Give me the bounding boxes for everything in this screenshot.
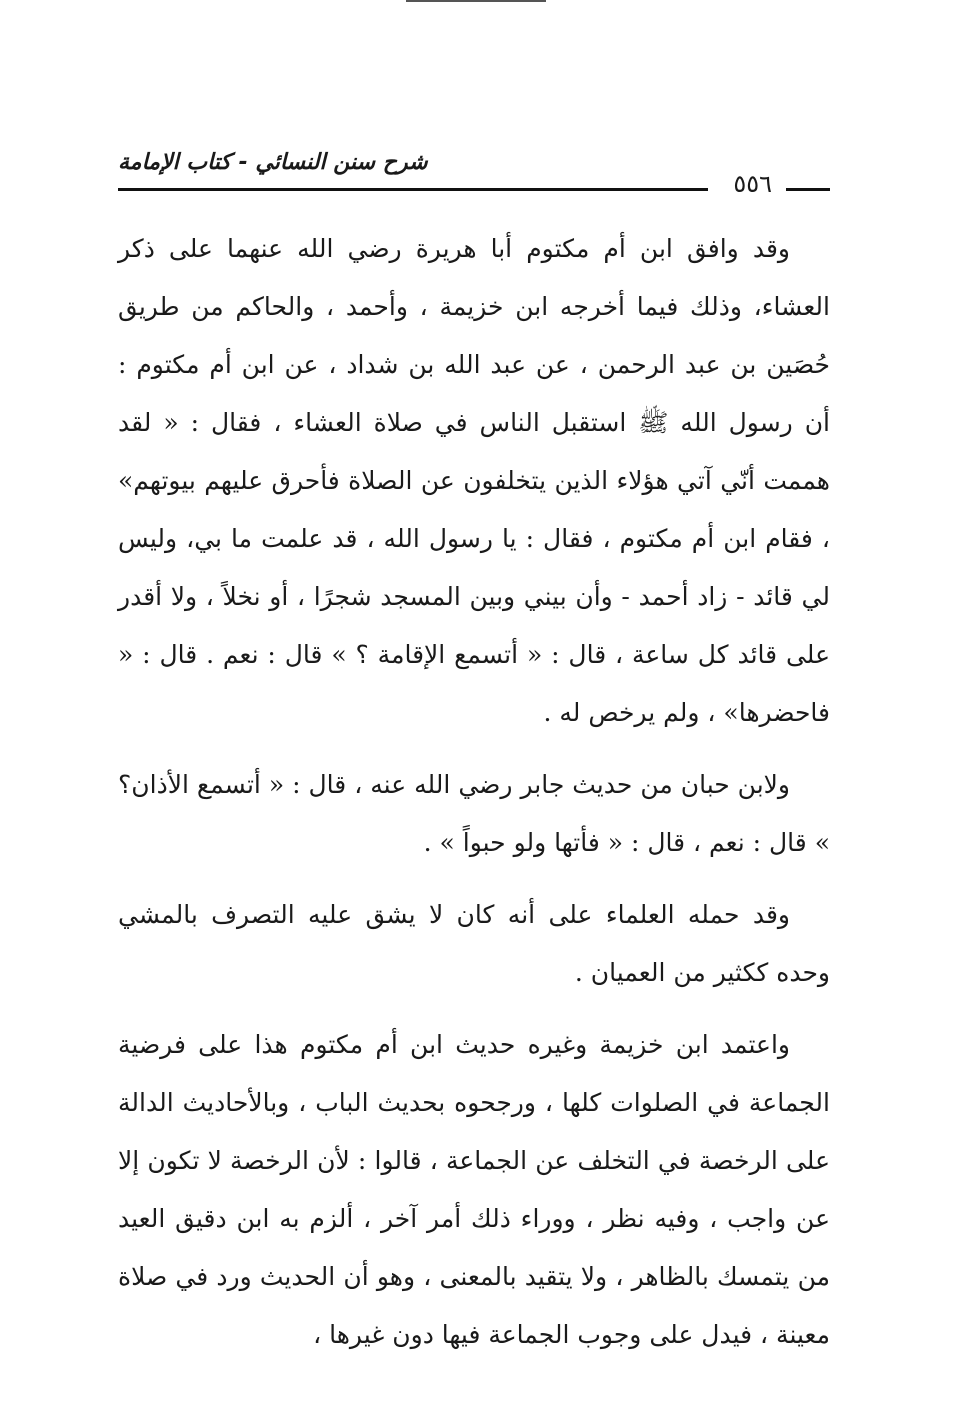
page-number-dash xyxy=(786,188,830,191)
page-header xyxy=(118,150,830,200)
page-number: ٥٥٦ xyxy=(733,170,772,198)
paragraph-2: ولابن حبان من حديث جابر رضي الله عنه ، قال : « أتسمع الأذان؟ » قال : نعم ، قال : « فأتها ولو حبواً » . xyxy=(118,770,830,857)
running-title: شرح سنن النسائي - كتاب الإمامة xyxy=(118,150,428,175)
paragraph-3: وقد حمله العلماء على أنه كان لا يشق عليه التصرف بالمشي وحده ككثير من العميان . xyxy=(118,900,830,987)
paragraph-1: وقد وافق ابن أم مكتوم أبا هريرة رضي الله عنهما على ذكر العشاء، وذلك فيما أخرجه ابن خزيمة ، وأحمد ، والحاكم من طريق حُصَين بن عبد الرحمن ، عن عبد الله بن شداد ، عن ابن أم مكتوم : أن رسول الله ﷺ استقبل الناس في صلاة العشاء ، فقال : « لقد هممت أنّي آتي هؤلاء الذين يتخلفون عن الصلاة فأحرق عليهم بيوتهم» ، فقام ابن أم مكتوم ، فقال : يا رسول الله ، قد علمت ما بي، وليس لي قائد - زاد أحمد - وأن بيني وبين المسجد شجرًا ، أو نخلاً ، ولا أقدر على قائد كل ساعة ، قال : « أتسمع الإقامة ؟ » قال : نعم . قال : « فاحضرها» ، ولم يرخص له . xyxy=(118,234,830,727)
body-text xyxy=(118,220,830,1378)
top-rule xyxy=(406,0,546,2)
header-rule xyxy=(118,188,708,191)
paragraph-4: واعتمد ابن خزيمة وغيره حديث ابن أم مكتوم هذا على فرضية الجماعة في الصلوات كلها ، ورجحوه بحديث الباب ، وبالأحاديث الدالة على الرخصة في التخلف عن الجماعة ، قالوا : لأن الرخصة لا تكون إلا عن واجب ، وفيه نظر ، ووراء ذلك أمر آخر ، ألزم به ابن دقيق العيد من يتمسك بالظاهر ، ولا يتقيد بالمعنى ، وهو أن الحديث ورد في صلاة معينة ، فيدل على وجوب الجماعة فيها دون غيرها ، xyxy=(118,1030,830,1349)
